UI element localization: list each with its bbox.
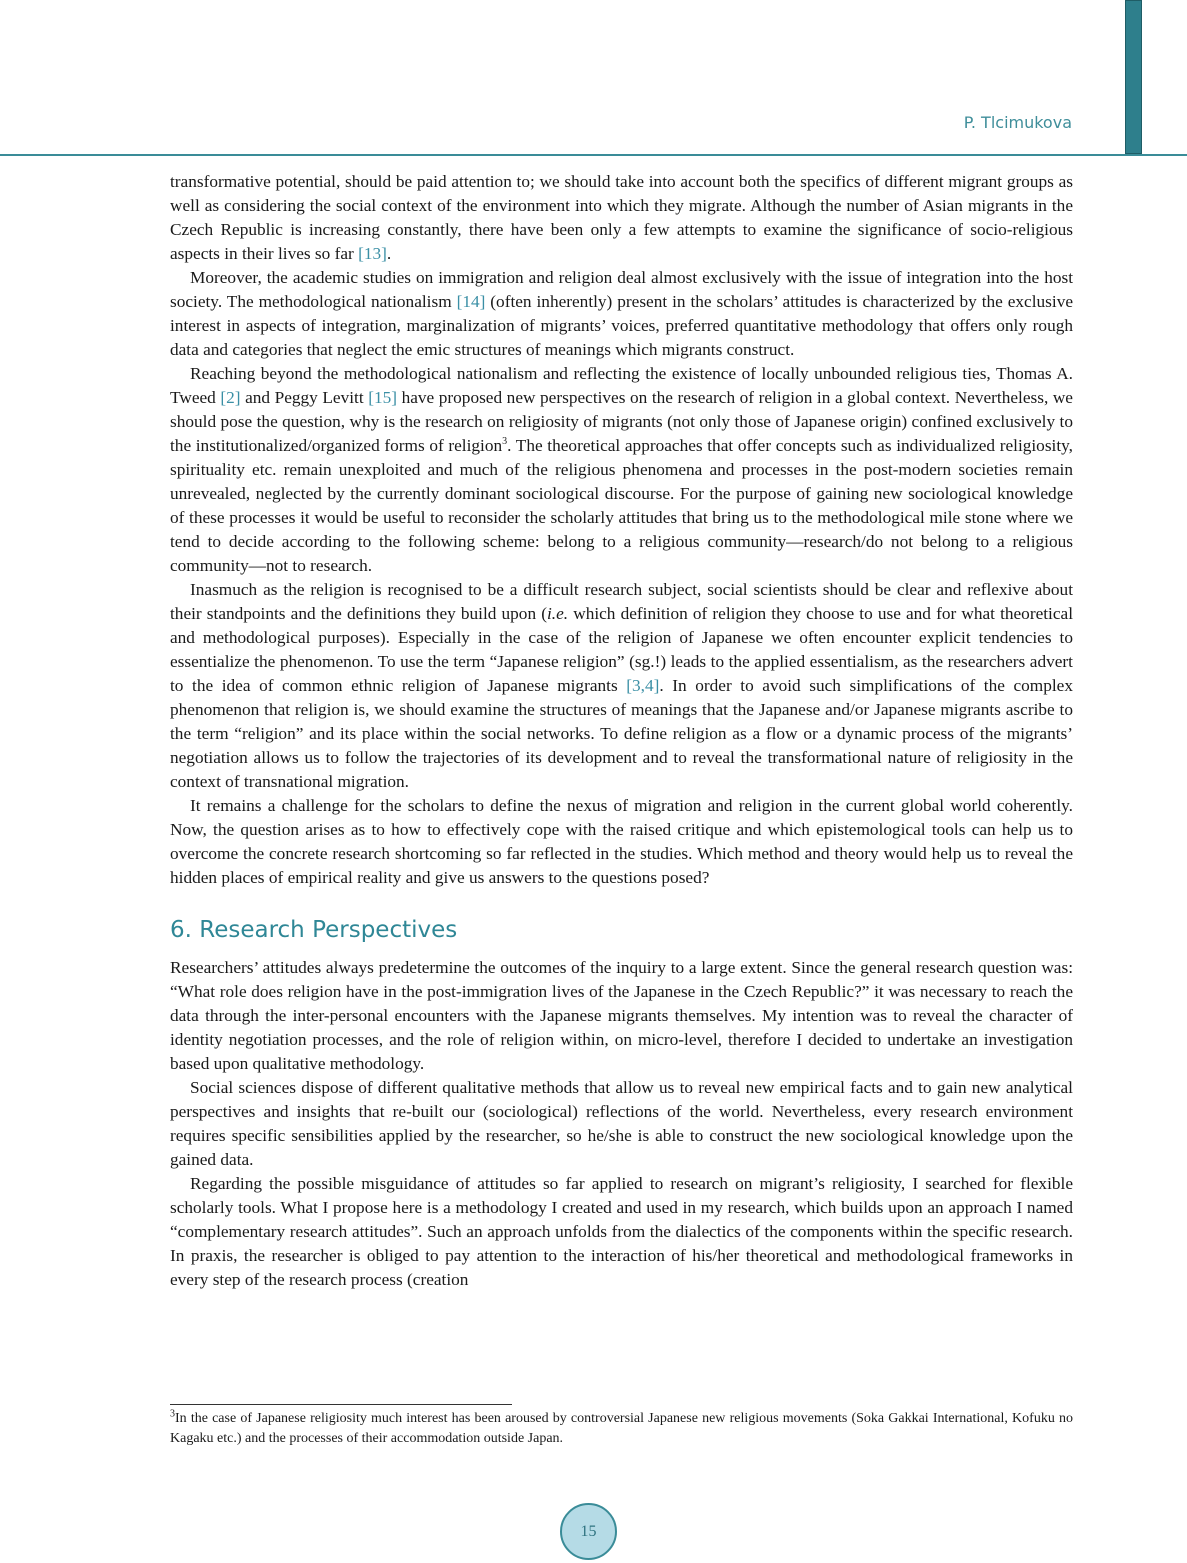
body-after-section [170, 956, 1073, 1292]
citation-link[interactable]: [3,4] [626, 676, 660, 695]
text-run: Social sciences dispose of different qualitative methods that allow us to reveal new empirical facts and to gain new analytical perspectives and insights that re-built our (sociological) reflections of the world. Nevertheless, every research environment requires specific sensibilities applied by the researcher, so he/she is able to construct the new sociological knowledge upon the gained data. [170, 1078, 1073, 1169]
running-head-author: P. Tlcimukova [963, 113, 1072, 132]
citation-link[interactable]: [15] [368, 388, 398, 407]
text-run: Researchers’ attitudes always predetermine the outcomes of the inquiry to a large extent. Since the general research question was: “What role does religion have in the post-immigration lives of the Japanese in the Czech Republic?” it was necessary to reach the data through the inter-personal encounters with the Japanese migrants themselves. My intention was to reveal the character of identity negotiation processes, and the role of religion within, on micro-level, therefore I decided to undertake an investigation based upon qualitative methodology. [170, 958, 1073, 1073]
text-run: have proposed new perspectives on the research of religion in a global context. Nevertheless, we should pose the question, why is the research on religiosity of migrants (not only those of Japanese origin) confined exclusively to the institutionalized/organized forms of religion [170, 388, 1073, 455]
header-rule [0, 154, 1187, 156]
text-run: (often inherently) present in the scholars’ attitudes is characterized by the exclusive interest in aspects of integration, marginalization of migrants’ voices, preferred quantitative methodology that offers only rough data and categories that neglect the emic structures of meanings which migrants construct. [170, 292, 1074, 359]
page-number: 15 [560, 1503, 617, 1560]
text-run: . The theoretical approaches that offer concepts such as individualized religiosity, spirituality etc. remain unexploited and much of the religious phenomena and processes in the post-modern societies remain unrevealed, neglected by the currently dominant sociological discourse. For the purpose of gaining new sociological knowledge of these processes it would be useful to reconsider the scholarly attitudes that bring us to the methodological mile stone where we tend to decide according to the following scheme: belong to a religious community—research/​do not belong to a religious community—not to research. [170, 436, 1073, 575]
paragraph [170, 956, 1073, 1076]
text-run: Inasmuch as the religion is recognised to be a difficult research subject, social scientists should be clear and reflexive about their standpoints and the definitions they build upon ( [170, 580, 1073, 623]
paragraph [170, 362, 1073, 578]
paragraph [170, 266, 1073, 362]
paragraph [170, 794, 1073, 890]
citation-link[interactable]: [14] [456, 292, 486, 311]
footnote-text: In the case of Japanese religiosity much interest has been aroused by controversial Japanese new religious movements (Soka Gakkai International, Kofuku no Kagaku etc.) and the processes of their accommodation outside Japan. [170, 1411, 1073, 1446]
main-text [170, 170, 1073, 1292]
paragraph [170, 1172, 1073, 1292]
footnote-ref[interactable]: 3 [502, 436, 508, 448]
footnote-rule [170, 1404, 512, 1405]
paragraph [170, 578, 1073, 794]
paragraph [170, 170, 1073, 266]
text-run: transformative potential, should be paid attention to; we should take into account both the specifics of different migrant groups as well as considering the social context of the environment into which they migrate. Although the number of Asian migrants in the Czech Republic is increasing constantly, there have been only a few attempts to examine the significance of socio-religious aspects in their lives so far [170, 172, 1073, 263]
body-before-section [170, 170, 1073, 890]
section-heading: 6. Research Perspectives [170, 917, 458, 943]
footnote [170, 1409, 1073, 1449]
header-accent-bar [1125, 0, 1142, 154]
emphasis-text: i.e. [546, 604, 569, 623]
text-run: Regarding the possible misguidance of attitudes so far applied to research on migrant’s religiosity, I searched for flexible scholarly tools. What I propose here is a methodology I created and used in my research, which builds upon an approach I named “complementary research attitudes”. Such an approach unfolds from the dialectics of the components within the specific research. In praxis, the researcher is obliged to pay attention to the interaction of his/her theoretical and methodological frameworks in every step of the research process (creation [170, 1174, 1073, 1289]
text-run: Reaching beyond the methodological nationalism and reflecting the existence of locally unbounded religious ties, Thomas A. Tweed [170, 364, 1073, 407]
text-run: Moreover, the academic studies on immigration and religion deal almost exclusively with the issue of integration into the host society. The methodological nationalism [170, 268, 1073, 311]
text-run: which definition of religion they choose to use and for what theoretical and methodological purposes). Especially in the case of the religion of Japanese we often encounter explicit tendencies to essentialize the phenomenon. To use the term “Japanese religion” (sg.!) leads to the applied essentialism, as the researchers advert to the idea of common ethnic religion of Japanese migrants [170, 604, 1073, 695]
text-run: . In order to avoid such simplifications of the complex phenomenon that religion is, we should examine the structures of meanings that the Japanese and/or Japanese migrants ascribe to the term “religion” and its place within the social networks. To define religion as a flow or a dynamic process of the migrants’ negotiation allows us to follow the trajectories of its development and to reveal the transformational nature of religiosity in the context of transnational migration. [170, 676, 1073, 791]
citation-link[interactable]: [13] [358, 244, 387, 263]
text-run: It remains a challenge for the scholars to define the nexus of migration and religion in the current global world coherently. Now, the question arises as to how to effectively cope with the raised critique and which epistemological tools can help us to overcome the concrete research shortcoming so far reflected in the studies. Which method and theory would help us to reveal the hidden places of empirical reality and give us answers to the questions posed? [170, 796, 1073, 887]
footnote-marker: 3 [170, 1408, 175, 1420]
text-run: . [386, 244, 392, 263]
citation-link[interactable]: [2] [220, 388, 241, 407]
paragraph [170, 1076, 1073, 1172]
text-run: and Peggy Levitt [240, 388, 369, 407]
